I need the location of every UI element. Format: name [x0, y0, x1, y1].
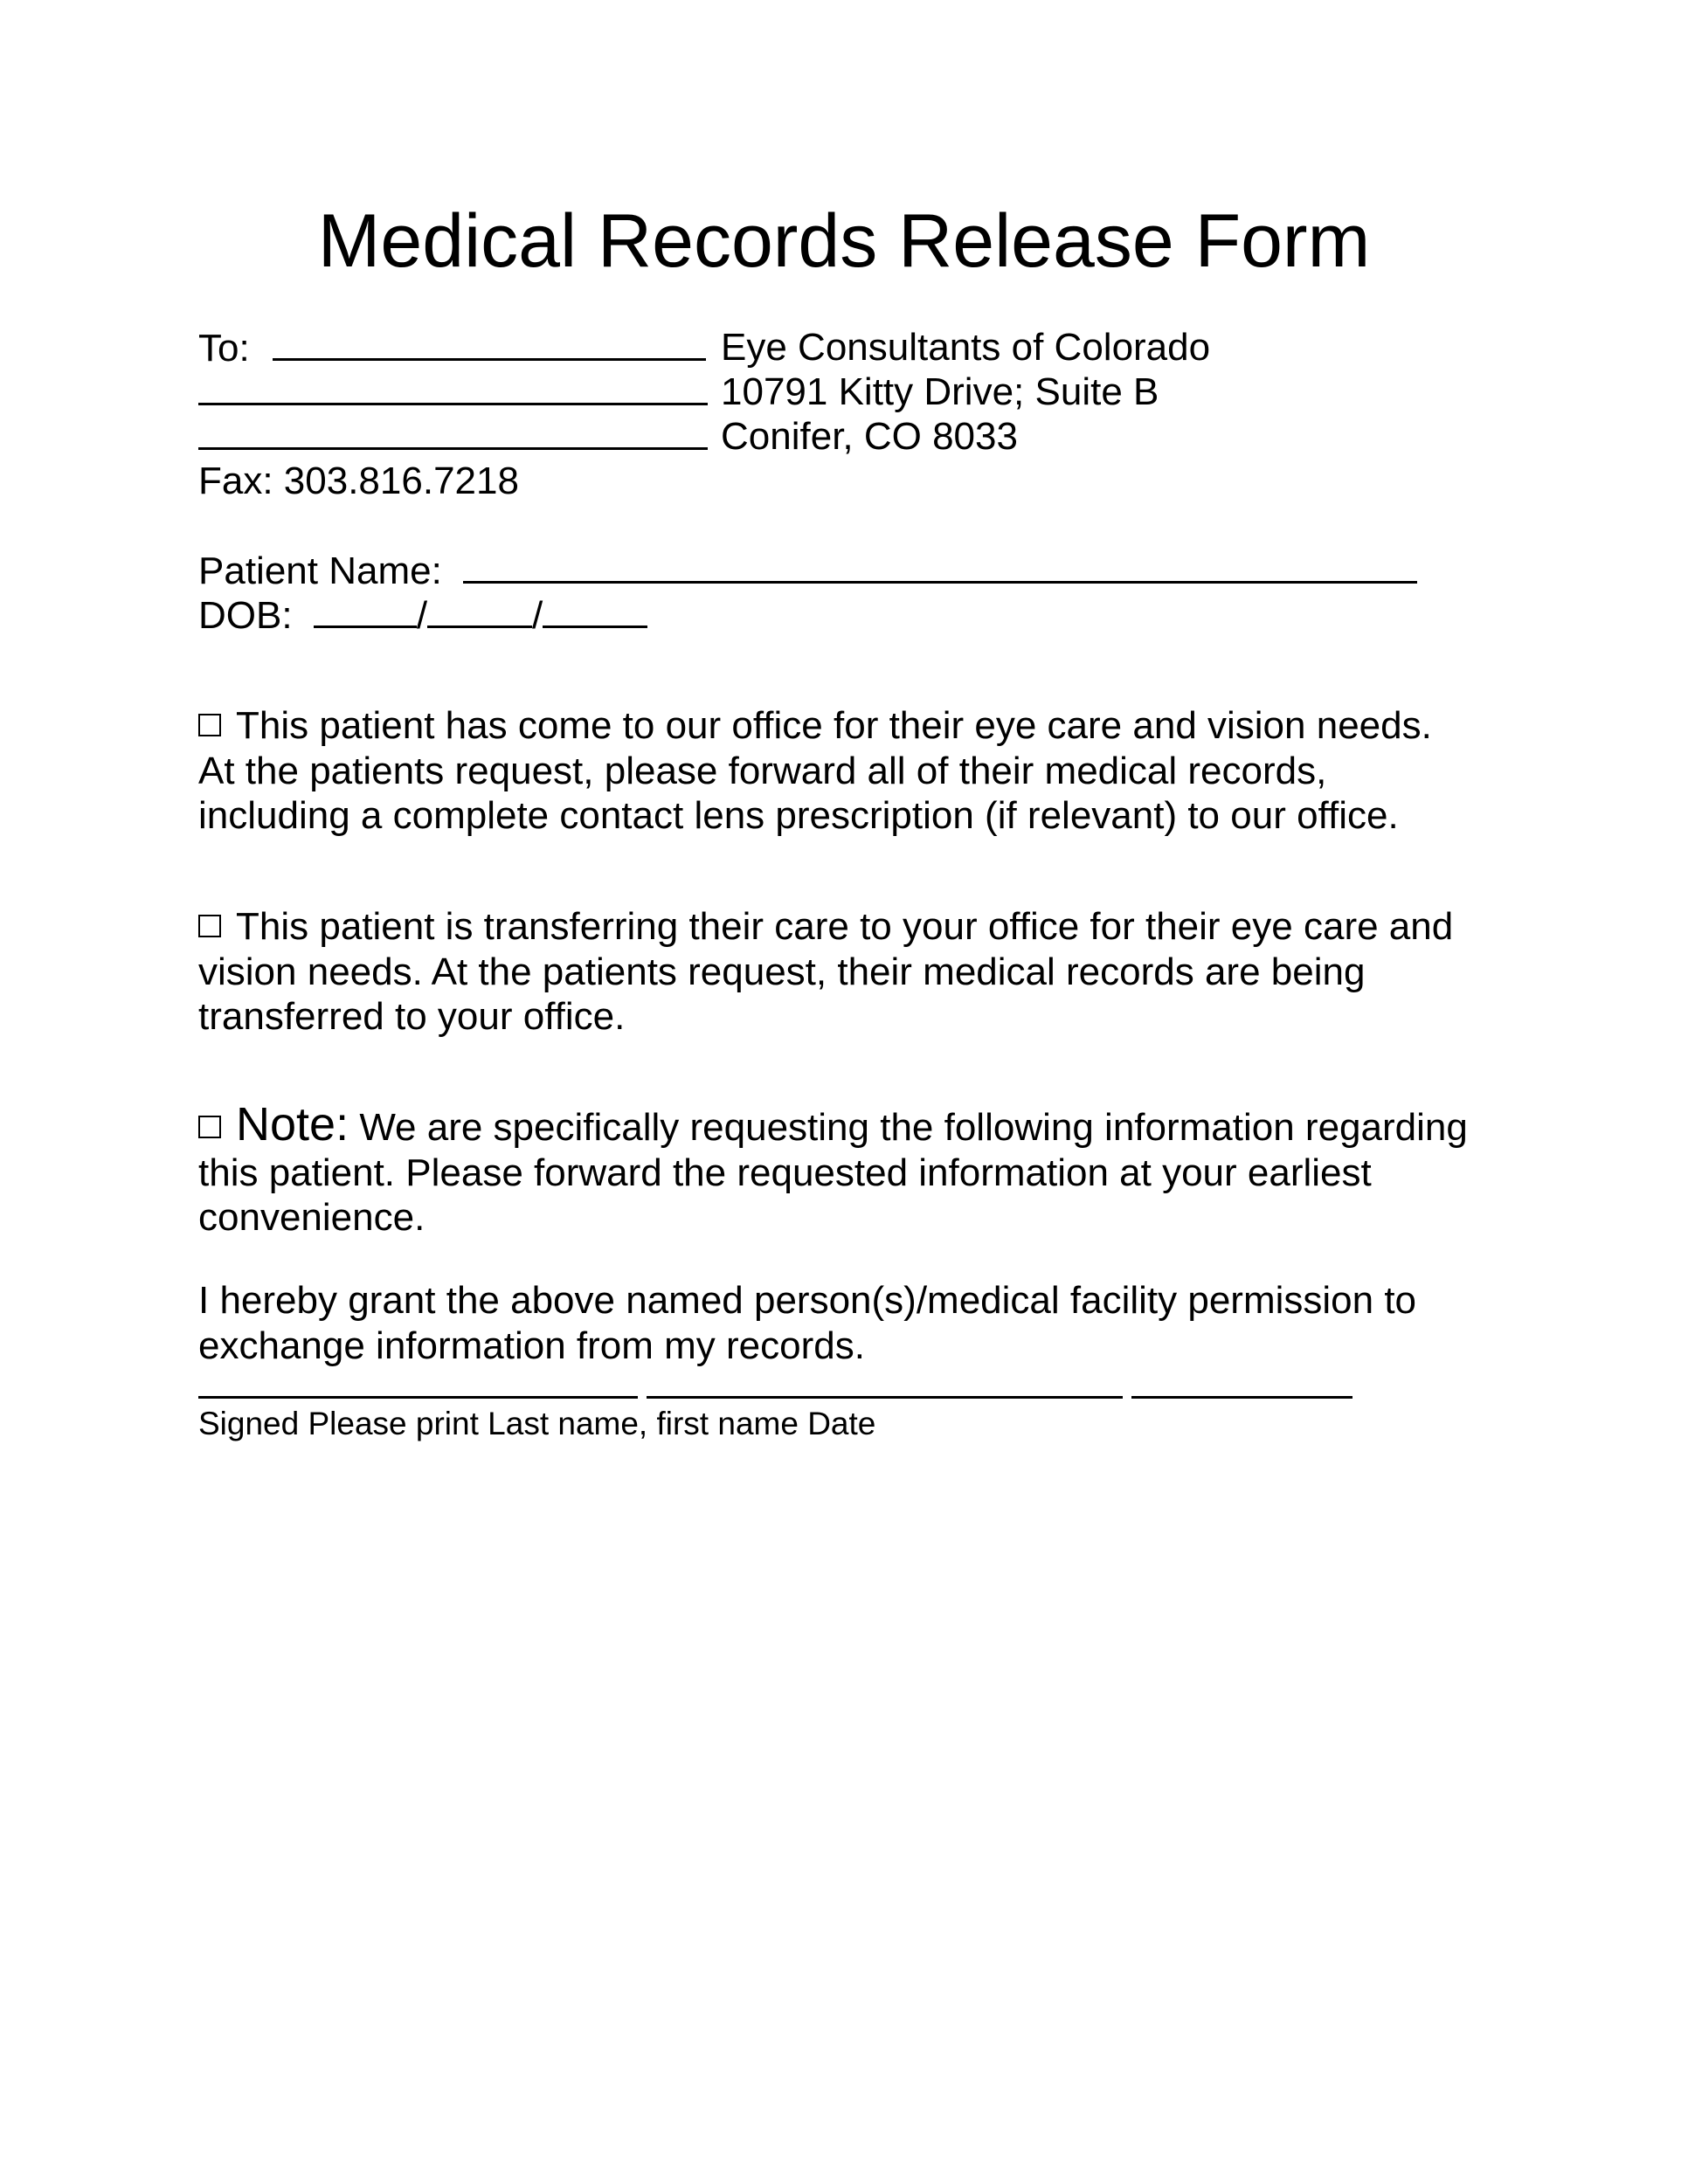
consent-line: I hereby grant the above named person(s)/medical facility permission to	[198, 1279, 1417, 1322]
printed-name-field[interactable]	[647, 1396, 1123, 1399]
to-row	[198, 325, 706, 370]
date-field[interactable]	[1131, 1396, 1352, 1399]
signature-caption: Signed Please print Last name, first name Date	[198, 1406, 876, 1441]
dob-separator: /	[416, 594, 428, 637]
to-address-field-2[interactable]	[198, 414, 708, 450]
option-transfer-records	[198, 904, 1453, 1040]
consent-statement	[198, 1278, 1416, 1368]
dob-row	[198, 592, 647, 638]
dob-year-field[interactable]	[543, 592, 647, 628]
to-line-2	[198, 370, 708, 415]
practice-city: Conifer, CO 8033	[721, 415, 1018, 458]
option-line: transferred to your office.	[198, 995, 626, 1038]
option-line: including a complete contact lens prescription (if relevant) to our office.	[198, 794, 1399, 837]
fax-number: Fax: 303.816.7218	[198, 460, 519, 502]
dob-label: DOB:	[198, 594, 293, 637]
option-request-records	[198, 703, 1432, 839]
practice-street: 10791 Kitty Drive; Suite B	[721, 370, 1159, 413]
transfer-records-checkbox[interactable]	[198, 915, 221, 937]
practice-name: Eye Consultants of Colorado	[721, 326, 1211, 369]
specific-request-checkbox[interactable]	[198, 1116, 221, 1138]
to-label: To:	[198, 327, 250, 370]
request-records-checkbox[interactable]	[198, 714, 221, 736]
patient-name-row	[198, 548, 1417, 593]
to-name-field[interactable]	[273, 325, 706, 361]
dob-separator: /	[532, 594, 543, 637]
option-line: This patient has come to our office for their eye care and vision needs.	[198, 703, 1432, 749]
to-address-field-1[interactable]	[198, 370, 708, 405]
patient-name-field[interactable]	[463, 548, 1417, 584]
option-line: This patient is transferring their care to your office for their eye care and	[198, 904, 1453, 950]
signature-field[interactable]	[198, 1396, 638, 1399]
option-line: Note: We are specifically requesting the following information regarding	[198, 1102, 1468, 1151]
page-title: Medical Records Release Form	[317, 199, 1371, 283]
option-specific-request	[198, 1098, 1468, 1241]
consent-line: exchange information from my records.	[198, 1324, 865, 1367]
to-line-3	[198, 414, 708, 460]
note-label: Note:	[236, 1098, 349, 1151]
patient-name-label: Patient Name:	[198, 549, 442, 592]
dob-month-field[interactable]	[314, 592, 417, 628]
option-line: At the patients request, please forward all of their medical records,	[198, 749, 1327, 792]
option-line: vision needs. At the patients request, their medical records are being	[198, 950, 1366, 993]
option-line: this patient. Please forward the requested information at your earliest	[198, 1151, 1372, 1194]
dob-day-field[interactable]	[427, 592, 532, 628]
option-line: convenience.	[198, 1196, 425, 1239]
